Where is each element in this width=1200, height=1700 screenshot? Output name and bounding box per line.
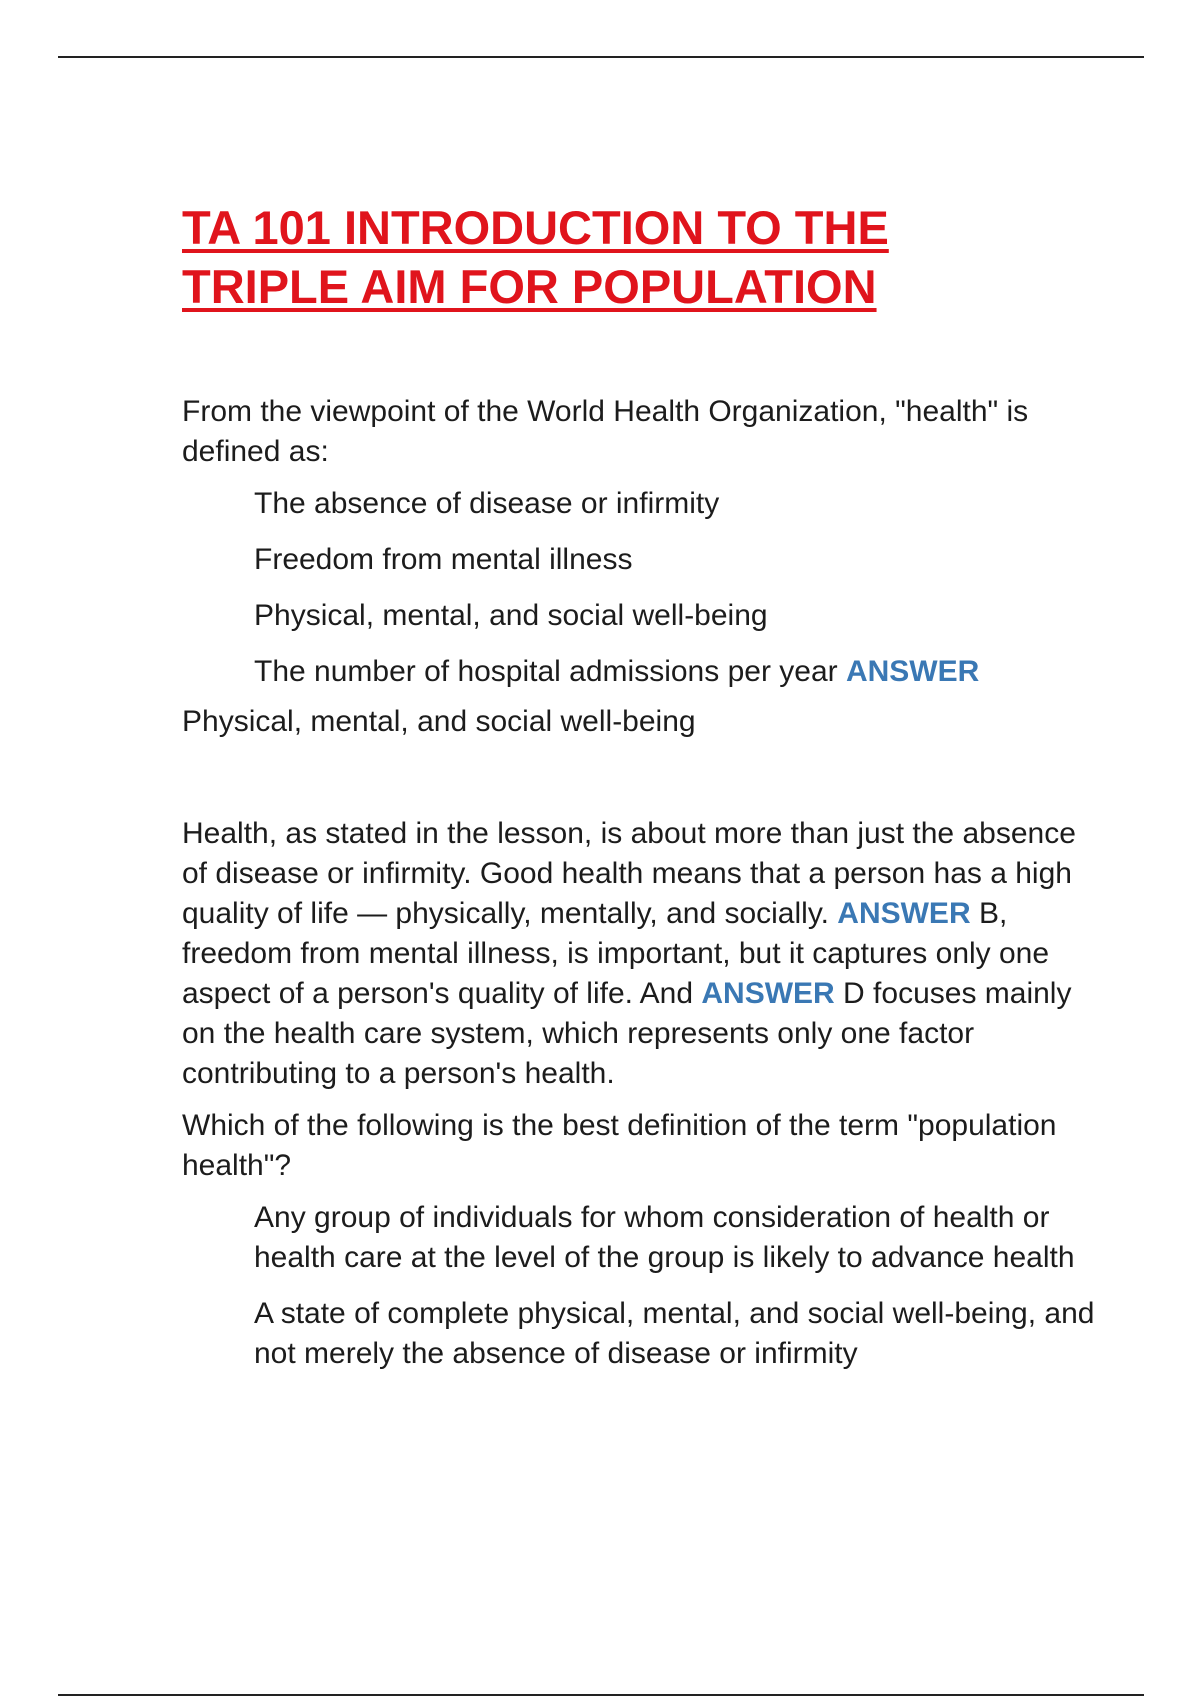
question-1-option-d bbox=[254, 652, 1102, 692]
question-2-prompt: Which of the following is the best definition of the term "population health"? bbox=[182, 1109, 1057, 1182]
document-body bbox=[182, 198, 1102, 1390]
question-1-prompt: From the viewpoint of the World Health Organization, "health" is defined as: bbox=[182, 395, 1029, 468]
explanation-answer-keyword-2: ANSWER bbox=[701, 977, 835, 1010]
explanation-part-1: Health, as stated in the lesson, is about more than just the absence of disease or infirmity. Good health means that a person has a high quality of life — physically, mentally, and socially. bbox=[182, 817, 1076, 930]
document-title: TA 101 INTRODUCTION TO THE TRIPLE AIM FOR POPULATION bbox=[182, 201, 889, 313]
bottom-rule bbox=[58, 1694, 1144, 1696]
question-2-option-b: A state of complete physical, mental, and social well-being, and not merely the absence of disease or infirmity bbox=[254, 1297, 1095, 1370]
question-1-option-c: Physical, mental, and social well-being bbox=[254, 599, 768, 632]
explanation-answer-keyword-1: ANSWER bbox=[837, 897, 971, 930]
question-1-option-b: Freedom from mental illness bbox=[254, 543, 633, 576]
top-rule bbox=[58, 56, 1144, 58]
question-1-answer: Physical, mental, and social well-being bbox=[182, 705, 696, 738]
answer-keyword: ANSWER bbox=[845, 655, 980, 688]
explanation-part-3: D focuses mainly on the health care system, which represents only one factor contributing to a person's health. bbox=[182, 977, 1072, 1090]
question-1-option-d-text: The number of hospital admissions per year bbox=[254, 655, 838, 688]
question-1-option-a: The absence of disease or infirmity bbox=[254, 487, 720, 520]
question-2-options bbox=[254, 1198, 1100, 1374]
explanation-paragraph bbox=[182, 814, 1102, 1094]
question-2-option-a: Any group of individuals for whom consideration of health or health care at the level of the group is likely to advance health bbox=[254, 1201, 1075, 1274]
question-1-options bbox=[254, 484, 1102, 692]
explanation-part-2: B, freedom from mental illness, is important, but it captures only one aspect of a person's quality of life. And bbox=[182, 897, 1050, 1010]
